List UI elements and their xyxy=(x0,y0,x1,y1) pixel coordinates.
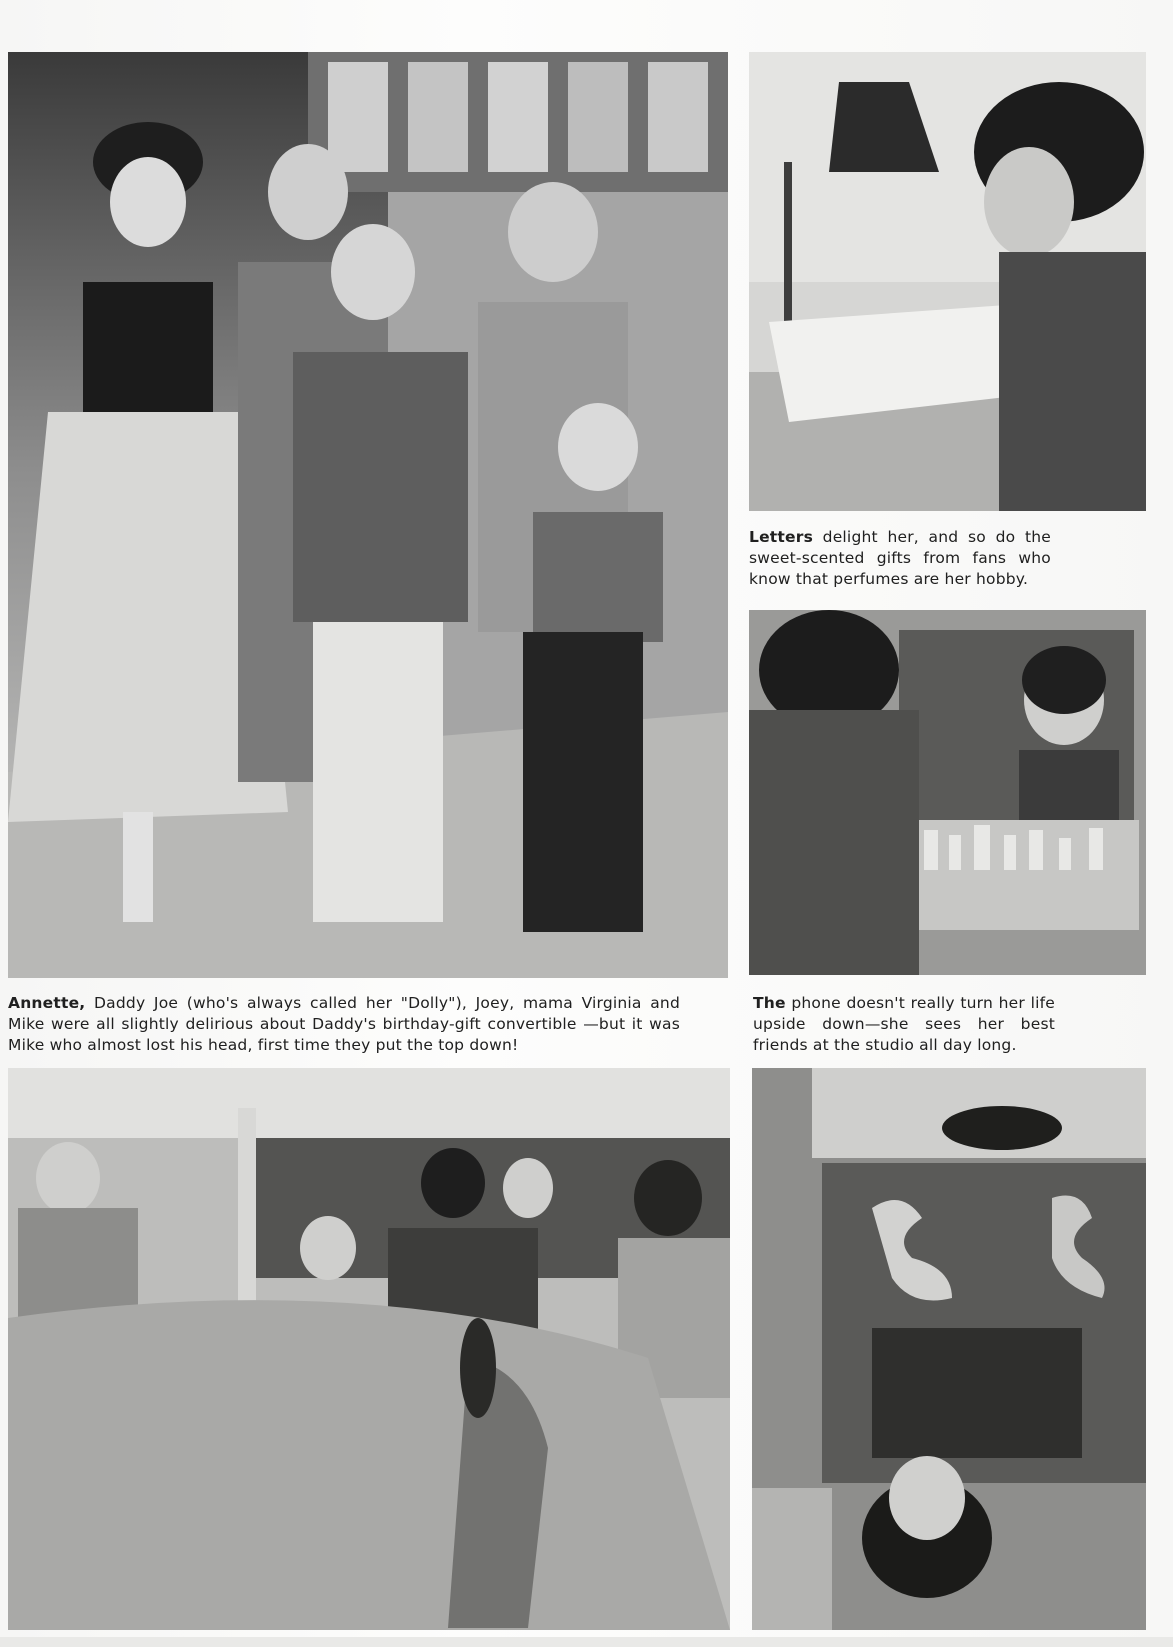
main-caption xyxy=(8,993,680,1056)
letters-caption-lead: Letters xyxy=(749,528,813,546)
convertible-photo xyxy=(8,1068,730,1630)
car-photo-icon xyxy=(8,1068,730,1630)
letters-caption-body: delight her, and so do the sweet-scented gifts from fans who know that perfumes are her hobby. xyxy=(749,528,1051,588)
mirror-photo-icon xyxy=(749,610,1146,975)
phone-caption-body: phone doesn't really turn her life upside down—she sees her best friends at the studio all day long. xyxy=(753,994,1055,1054)
phone-couch-photo xyxy=(752,1068,1146,1630)
main-caption-body: Daddy Joe (who's always called her "Dolly"), Joey, mama Virginia and Mike were all slightly delirious about Daddy's birthday-gift convertible —but it was Mike who almost lost his head, first time they put the top down! xyxy=(8,994,680,1054)
scan-edge xyxy=(0,1637,1173,1647)
phone-caption-lead: The xyxy=(753,994,786,1012)
phone-photo-icon xyxy=(752,1068,1146,1630)
desk-photo-icon xyxy=(749,52,1146,511)
family-walk-photo xyxy=(8,52,728,978)
phone-caption xyxy=(753,993,1055,1056)
letters-desk-photo xyxy=(749,52,1146,511)
family-photo-icon xyxy=(8,52,728,978)
perfume-mirror-photo xyxy=(749,610,1146,975)
main-caption-lead: Annette, xyxy=(8,994,86,1012)
letters-caption xyxy=(749,527,1051,590)
